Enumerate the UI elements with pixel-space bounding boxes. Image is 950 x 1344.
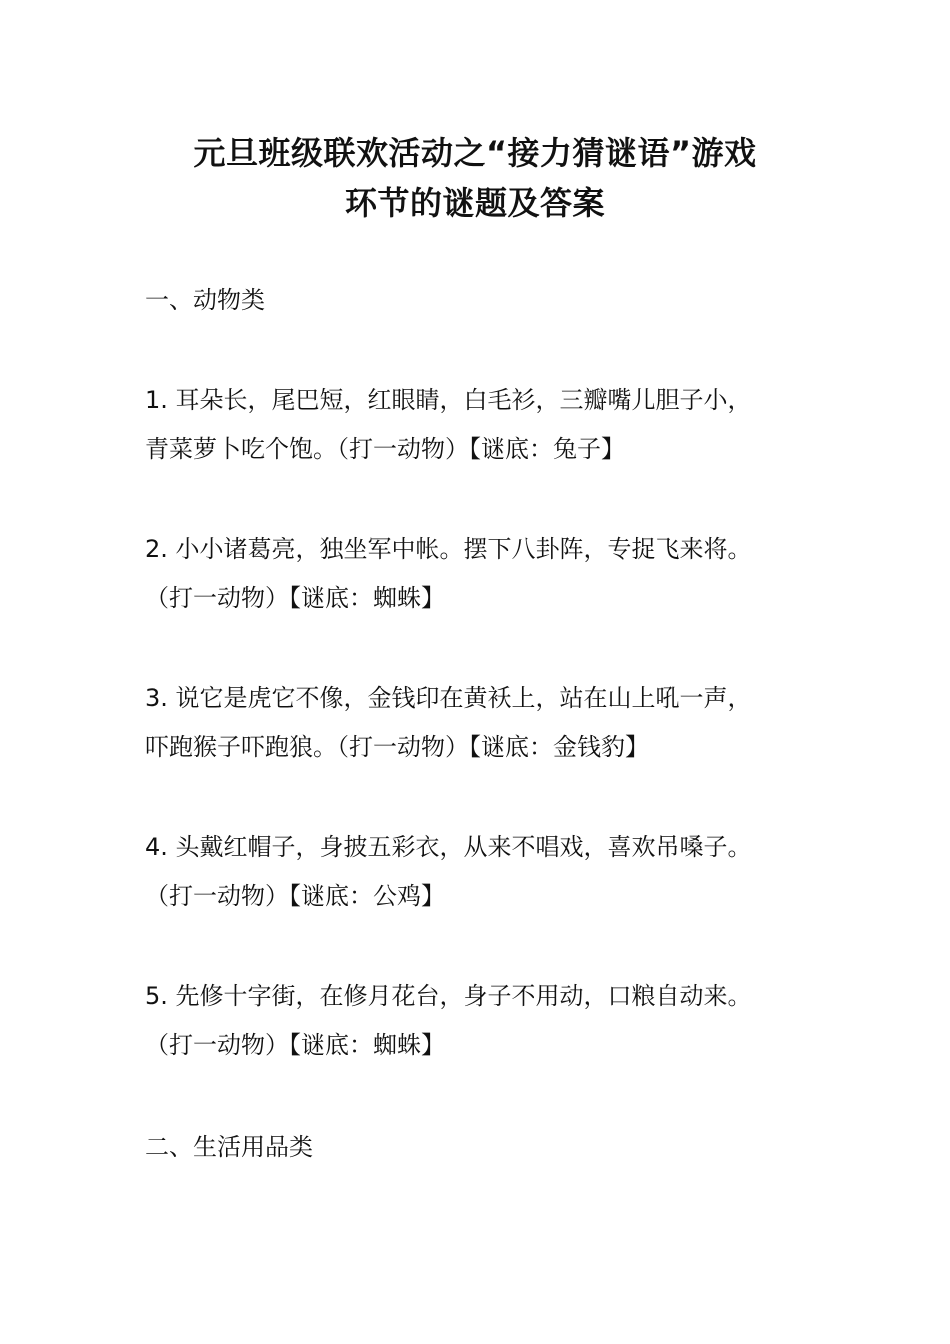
riddle-text-line: （打一动物）【谜底：蜘蛛】 xyxy=(145,584,445,612)
riddle-text-line: 1. 耳朵长，尾巴短，红眼睛，白毛衫，三瓣嘴儿胆子小， xyxy=(145,386,752,414)
riddle-text-line: （打一动物）【谜底：蜘蛛】 xyxy=(145,1031,445,1059)
riddle-item-3 xyxy=(145,674,815,772)
riddle-item-2 xyxy=(145,525,815,623)
riddle-text-line: 3. 说它是虎它不像，金钱印在黄袄上，站在山上吼一声， xyxy=(145,684,752,712)
riddle-text-line: 4. 头戴红帽子，身披五彩衣，从来不唱戏，喜欢吊嗓子。 xyxy=(145,833,752,861)
document-title-line-2: 环节的谜题及答案 xyxy=(344,184,605,222)
riddle-text-line: 青菜萝卜吃个饱。（打一动物）【谜底：兔子】 xyxy=(145,435,625,463)
document-title-line-1: 元旦班级联欢活动之“接力猜谜语”游戏 xyxy=(193,134,757,172)
riddle-text-line: 吓跑猴子吓跑狼。（打一动物）【谜底：金钱豹】 xyxy=(145,733,649,761)
document-title xyxy=(120,128,830,228)
riddle-item-5 xyxy=(145,972,815,1070)
riddle-item-4 xyxy=(145,823,815,921)
section-heading-animals: 一、动物类 xyxy=(145,286,265,314)
riddle-text-line: 5. 先修十字街，在修月花台，身子不用动，口粮自动来。 xyxy=(145,982,752,1010)
section-heading-daily-goods: 二、生活用品类 xyxy=(145,1133,313,1161)
riddle-text-line: （打一动物）【谜底：公鸡】 xyxy=(145,882,445,910)
riddle-item-1 xyxy=(145,376,815,474)
riddle-text-line: 2. 小小诸葛亮，独坐军中帐。摆下八卦阵，专捉飞来将。 xyxy=(145,535,752,563)
